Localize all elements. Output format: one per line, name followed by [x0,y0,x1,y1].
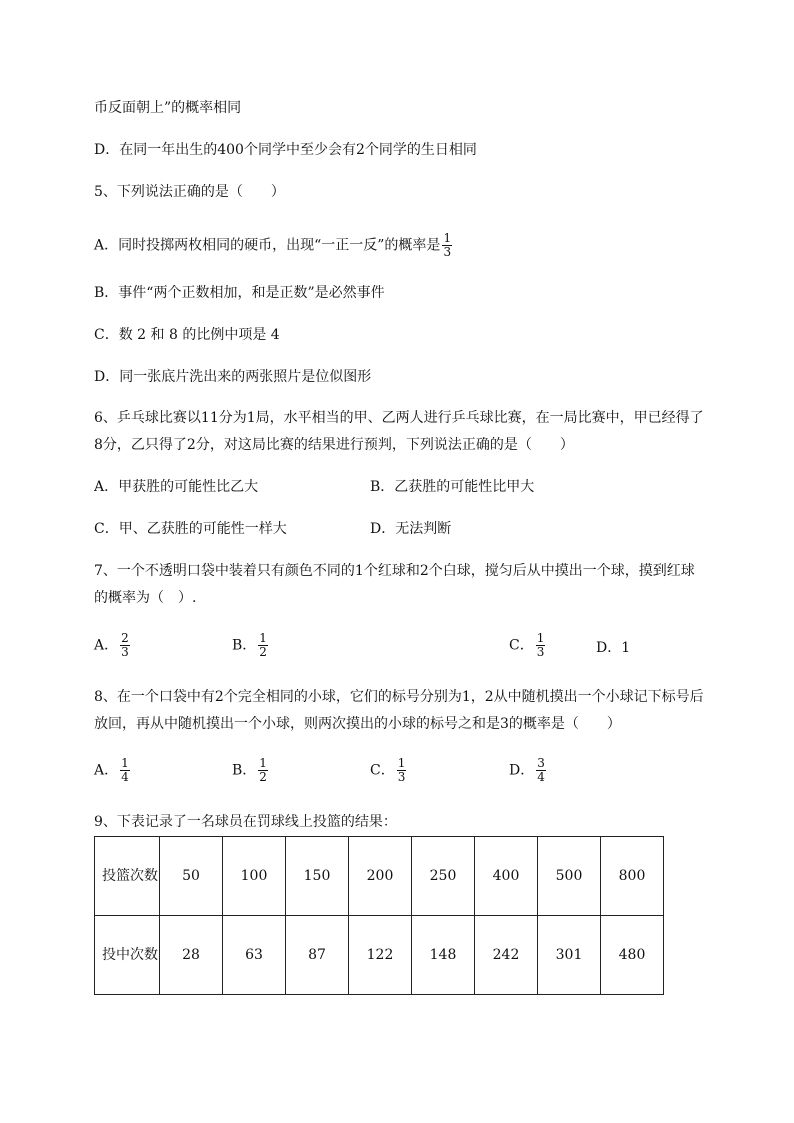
question-6-line-1: 6、乒乓球比赛以11分为1局，水平相当的甲、乙两人进行乒乓球比赛，在一局比赛中，甲已经得了 [94,410,704,426]
text-line: 币反面朝上”的概率相同 [94,100,242,116]
table-cell: 148 [412,916,475,995]
question-6-line-2: 8分，乙只得了2分，对这局比赛的结果进行预判，下列说法正确的是（ ） [94,437,574,453]
table-cell: 150 [286,837,349,916]
option-d-q8: D． $\frac{3}{4}$ [509,756,545,784]
option-text: A．同时投掷两枚相同的硬币，出现“一正一反”的概率是 [94,237,441,254]
table-cell: 200 [349,837,412,916]
table-cell: 400 [475,837,538,916]
option-c-q6: C．甲、乙获胜的可能性一样大 [94,521,287,537]
option-a-q5 [94,232,452,259]
table-cell: 242 [475,916,538,995]
table-cell: 800 [601,837,664,916]
fraction: $\frac{3}{4}$ [537,756,545,784]
fraction: $\frac{1}{2}$ [259,631,267,659]
option-a-q7: A． $\frac{2}{3}$ [94,631,129,659]
table-cell: 50 [160,837,223,916]
question-8-line-1: 8、在一个口袋中有2个完全相同的小球，它们的标号分别为1，2从中随机摸出一个小球记下标号后 [94,689,704,705]
question-9: 9、下表记录了一名球员在罚球线上投篮的结果： [94,814,397,830]
table-cell: 100 [223,837,286,916]
row-header: 投中次数 [95,916,160,995]
table-row [95,916,664,995]
option-b-q6: B．乙获胜的可能性比甲大 [370,479,535,495]
option-b-q5: B．事件“两个正数相加，和是正数”是必然事件 [94,285,385,301]
fraction: $\frac{1}{2}$ [259,756,267,784]
table-cell: 63 [223,916,286,995]
question-8-line-2: 放回，再从中随机摸出一个小球，则两次摸出的小球的标号之和是3的概率是（ ） [94,716,621,732]
fraction: $\frac{1}{4}$ [121,756,129,784]
option-b-q8: B． $\frac{1}{2}$ [232,756,267,784]
table-cell: 87 [286,916,349,995]
question-7-line-2: 的概率为（ ）. [94,590,197,606]
option-c-q7: C． $\frac{1}{3}$ [509,631,545,659]
fraction: $\frac{1}{3}$ [397,756,406,784]
option-a-q6: A．甲获胜的可能性比乙大 [94,479,259,495]
fraction: $\frac{1}{3}$ [536,631,545,659]
table-cell: 28 [160,916,223,995]
option-b-q7: B． $\frac{1}{2}$ [232,631,267,659]
row-header: 投篮次数 [95,837,160,916]
table-cell: 122 [349,916,412,995]
option-d-q6: D．无法判断 [370,521,452,537]
table-cell: 480 [601,916,664,995]
option-d-q4: D．在同一年出生的400个同学中至少会有2个同学的生日相同 [94,142,477,158]
question-7-line-1: 7、一个不透明口袋中装着只有颜色不同的1个红球和2个白球，搅匀后从中摸出一个球，摸到红球 [94,563,695,579]
option-d-q5: D．同一张底片洗出来的两张照片是位似图形 [94,369,372,385]
option-d-q7: D．1 [596,640,631,656]
option-c-q5: C．数 2 和 8 的比例中项是 4 [94,327,280,343]
fraction: $\frac{2}{3}$ [121,631,129,659]
table-cell: 500 [538,837,601,916]
table-cell: 301 [538,916,601,995]
table-cell: 250 [412,837,475,916]
question-5: 5、下列说法正确的是（ ） [94,184,285,200]
fraction: $\frac{1}{3}$ [443,231,452,259]
shooting-results-table [94,836,664,995]
option-c-q8: C． $\frac{1}{3}$ [370,756,406,784]
table-row [95,837,664,916]
option-a-q8: A． $\frac{1}{4}$ [94,756,129,784]
